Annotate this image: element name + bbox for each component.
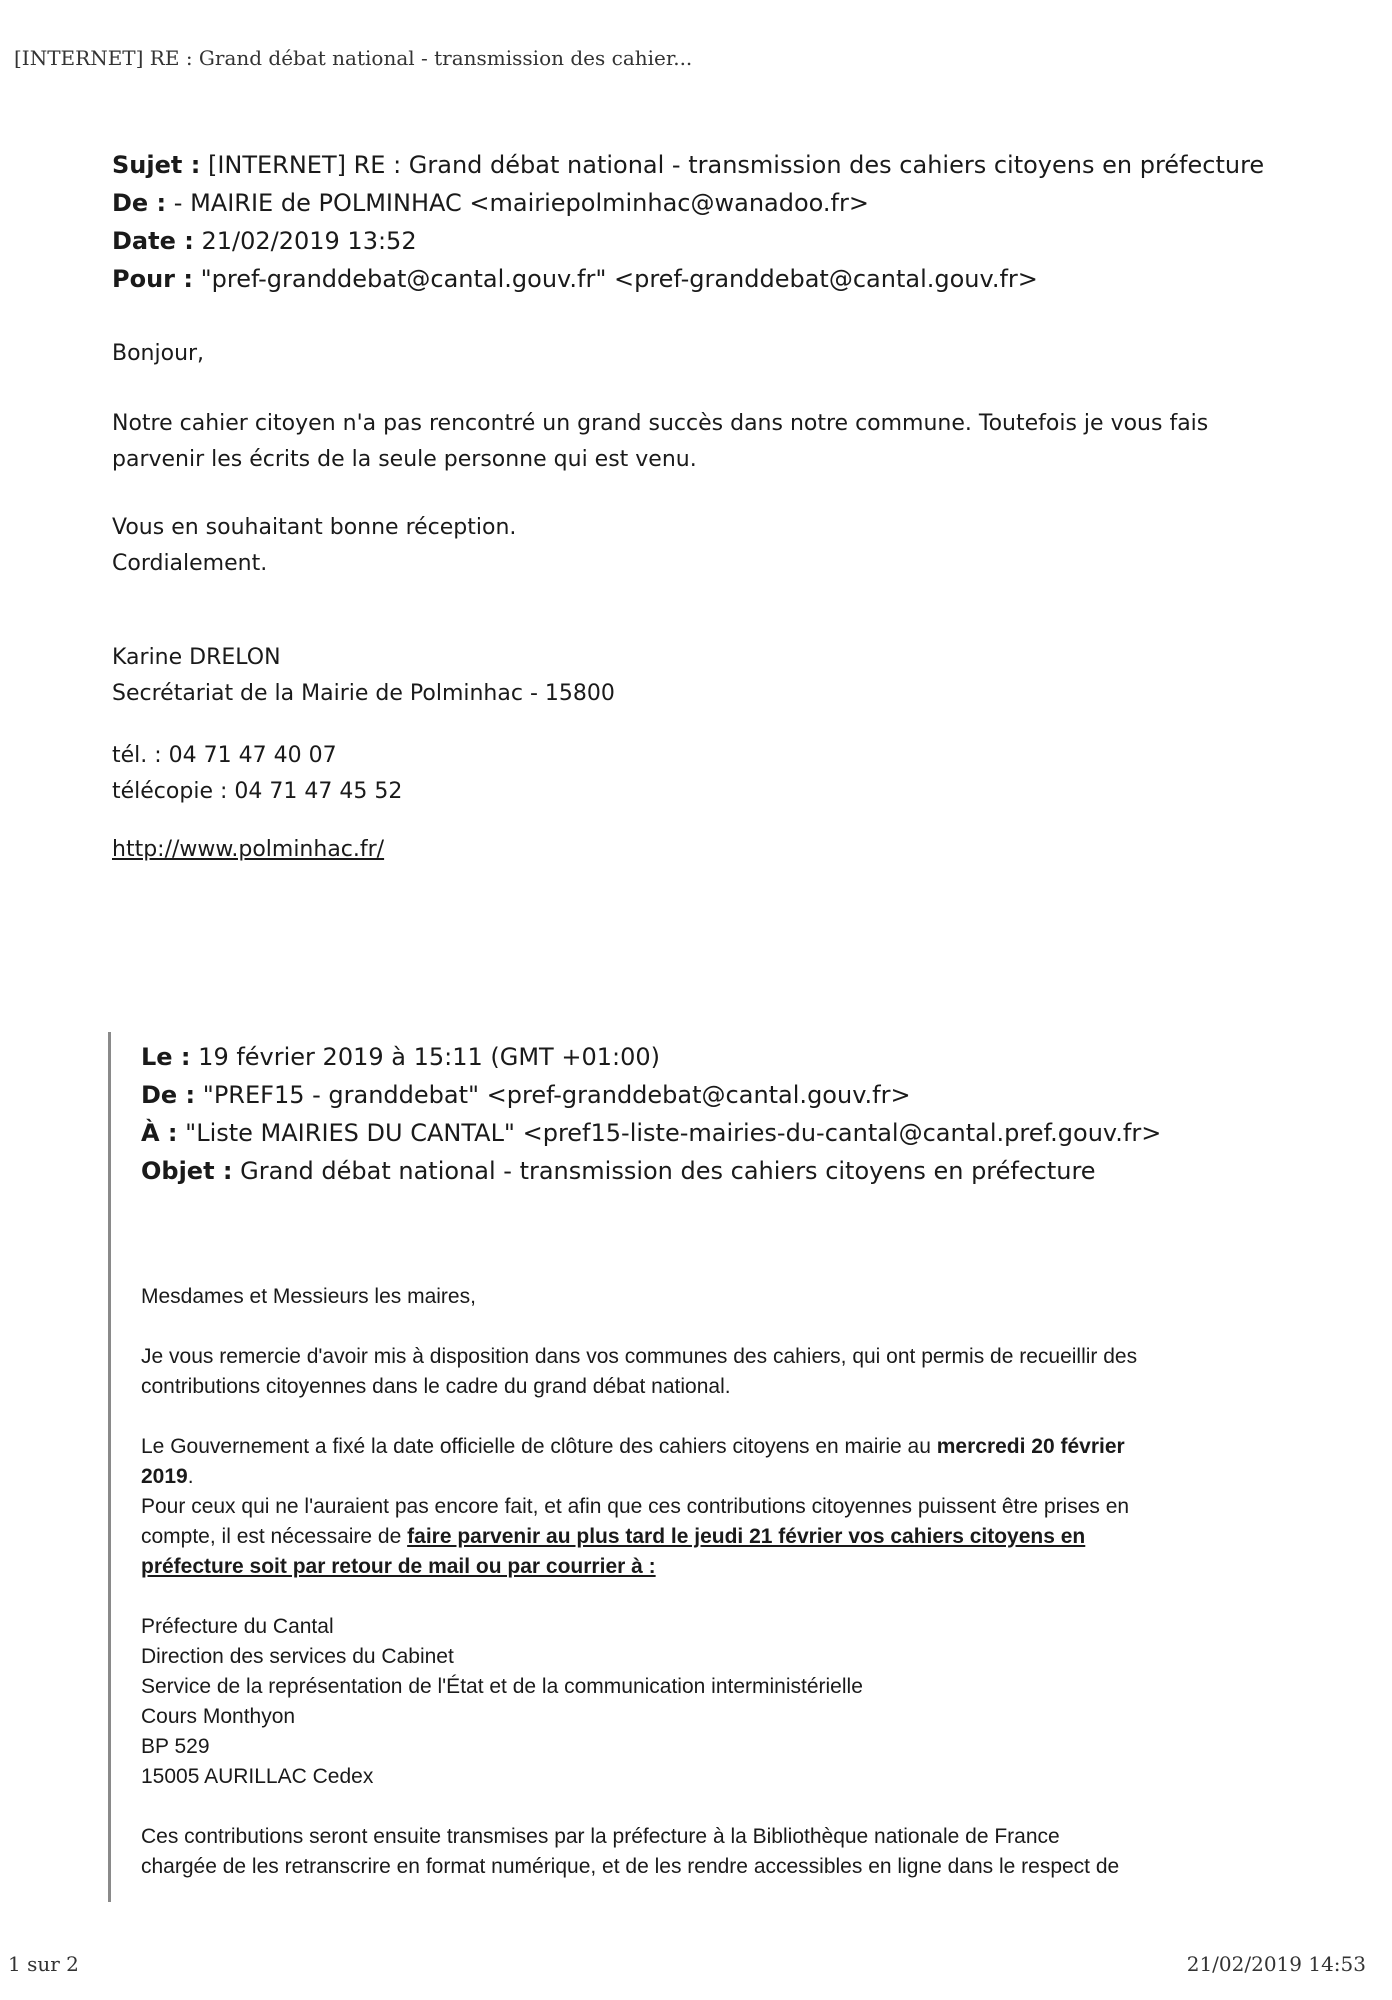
subject-label: Sujet : (112, 151, 201, 179)
website-link[interactable]: http://www.polminhac.fr/ (112, 837, 385, 862)
quoted-header (141, 1038, 1331, 1190)
greeting: Bonjour, (112, 341, 205, 366)
email-header (112, 146, 1342, 298)
email-body (112, 336, 1312, 372)
quoted-body (141, 1282, 1321, 1882)
quoted-para4-line1: Ces contributions seront ensuite transmises par la préfecture à la Bibliothèque nationale de France (141, 1825, 1060, 1848)
quoted-object-value: Grand débat national - transmission des cahiers citoyens en préfecture (240, 1157, 1096, 1185)
address-line: Préfecture du Cantal (141, 1615, 334, 1638)
subject-value: [INTERNET] RE : Grand débat national - transmission des cahiers citoyens en préfecture (207, 151, 1265, 179)
quoted-para2-end: . (187, 1465, 194, 1488)
quoted-para2-bold-b: 2019 (141, 1465, 188, 1488)
signature-name: Karine DRELON (112, 645, 281, 670)
date-row (112, 222, 1342, 260)
to-row (112, 260, 1342, 298)
address-line: BP 529 (141, 1735, 210, 1758)
signature (112, 640, 1312, 712)
print-header-title: [INTERNET] RE : Grand débat national - transmission des cahier... (14, 46, 693, 70)
contact-block (112, 738, 1312, 810)
quoted-from-value: "PREF15 - granddebat" <pref-granddebat@cantal.gouv.fr> (202, 1081, 911, 1109)
signature-title: Secrétariat de la Mairie de Polminhac - 15800 (112, 681, 615, 706)
date-value: 21/02/2019 13:52 (201, 227, 417, 255)
quoted-paragraph-2 (141, 1432, 1321, 1492)
quoted-para3-line2-text: compte, il est nécessaire de (141, 1525, 408, 1548)
fax: télécopie : 04 71 47 45 52 (112, 779, 403, 804)
address-line: 15005 AURILLAC Cedex (141, 1765, 374, 1788)
quoted-para2-bold-a: mercredi 20 février (936, 1435, 1125, 1458)
email-closing (112, 510, 1312, 582)
quoted-from-label: De : (141, 1081, 196, 1109)
date-label: Date : (112, 227, 194, 255)
quoted-date-row (141, 1038, 1331, 1076)
quoted-date-label: Le : (141, 1043, 191, 1071)
quoted-paragraph-4 (141, 1822, 1321, 1882)
quoted-paragraph-1 (141, 1342, 1321, 1402)
from-value: - MAIRIE de POLMINHAC <mairiepolminhac@wanadoo.fr> (173, 189, 869, 217)
from-row (112, 184, 1342, 222)
address-line: Cours Monthyon (141, 1705, 296, 1728)
postal-address (141, 1612, 1321, 1792)
quoted-para1-line1: Je vous remercie d'avoir mis à disposition dans vos communes des cahiers, qui ont permis de recueillir des (141, 1345, 1138, 1368)
quoted-paragraph-3 (141, 1492, 1321, 1582)
to-label: Pour : (112, 265, 193, 293)
phone: tél. : 04 71 47 40 07 (112, 743, 337, 768)
to-value: "pref-granddebat@cantal.gouv.fr" <pref-granddebat@cantal.gouv.fr> (200, 265, 1038, 293)
closing-line-2: Cordialement. (112, 551, 268, 576)
quoted-object-label: Objet : (141, 1157, 233, 1185)
quoted-salutation: Mesdames et Messieurs les maires, (141, 1285, 476, 1308)
quoted-date-value: 19 février 2019 à 15:11 (GMT +01:00) (198, 1043, 660, 1071)
address-line: Service de la représentation de l'État et de la communication interministérielle (141, 1675, 863, 1698)
quoted-para1-line2: contributions citoyennes dans le cadre du grand débat national. (141, 1375, 731, 1398)
from-label: De : (112, 189, 167, 217)
para1-line2: parvenir les écrits de la seule personne qui est venu. (112, 447, 697, 472)
closing-line-1: Vous en souhaitant bonne réception. (112, 515, 517, 540)
quoted-para4-line2: chargée de les retranscrire en format numérique, et de les rendre accessibles en ligne dans le respect de (141, 1855, 1120, 1878)
quoted-para2-text: Le Gouvernement a fixé la date officielle de clôture des cahiers citoyens en mairie au (141, 1435, 937, 1458)
quoted-object-row (141, 1152, 1331, 1190)
page-number: 1 sur 2 (8, 1952, 79, 1976)
para1-line1: Notre cahier citoyen n'a pas rencontré un grand succès dans notre commune. Toutefois je vous fais (112, 411, 1209, 436)
subject-row (112, 146, 1342, 184)
quoted-to-row (141, 1114, 1331, 1152)
quoted-to-label: À : (141, 1119, 178, 1147)
quoted-from-row (141, 1076, 1331, 1114)
quoted-para3-line2-bold: faire parvenir au plus tard le jeudi 21 février vos cahiers citoyens en (407, 1525, 1086, 1548)
quoted-to-value: "Liste MAIRIES DU CANTAL" <pref15-liste-mairies-du-cantal@cantal.pref.gouv.fr> (185, 1119, 1162, 1147)
quoted-para3-line3-bold: préfecture soit par retour de mail ou par courrier à : (141, 1555, 656, 1578)
quoted-message (108, 1032, 1341, 1902)
print-timestamp: 21/02/2019 14:53 (1186, 1952, 1366, 1976)
quoted-para3-line1: Pour ceux qui ne l'auraient pas encore fait, et afin que ces contributions citoyennes puissent être prises en (141, 1495, 1130, 1518)
address-line: Direction des services du Cabinet (141, 1645, 454, 1668)
email-paragraph-1 (112, 406, 1312, 478)
website-block (112, 832, 1312, 868)
